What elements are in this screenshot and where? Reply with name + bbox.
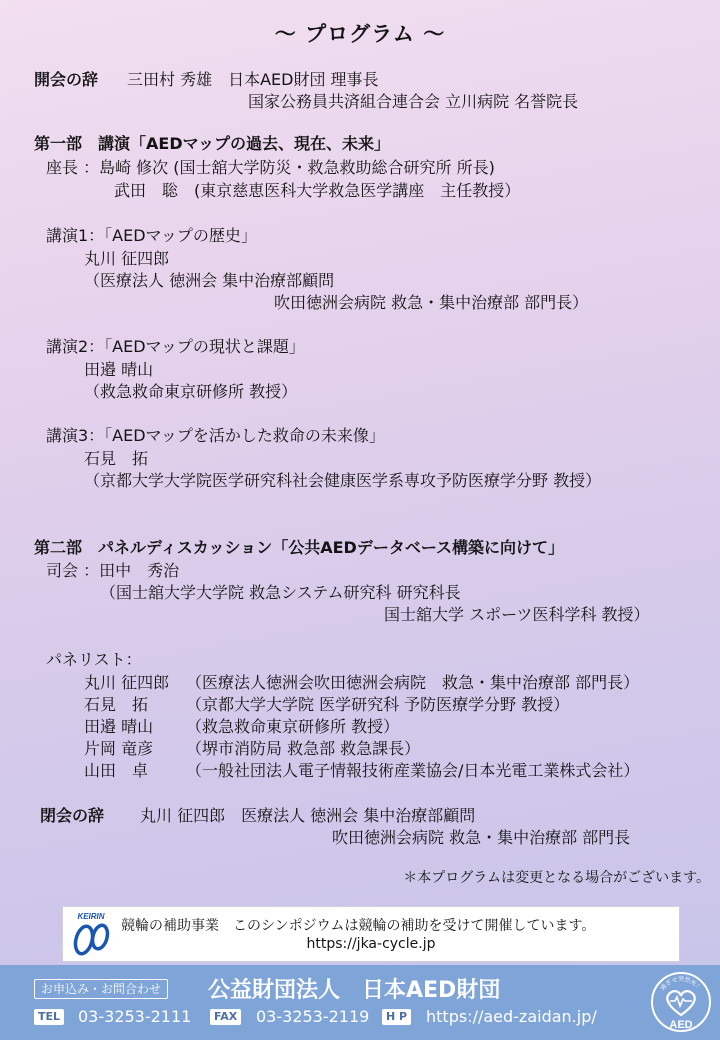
panelist-affiliation: （堺市消防局 救急部 救急課長） xyxy=(186,739,421,758)
panelist-name: 石見 拓 xyxy=(84,695,149,714)
website-link[interactable]: https://aed-zaidan.jp/ xyxy=(426,1007,597,1026)
keirin-description: 競輪の補助事業 このシンポジウムは競輪の補助を受けて開催しています。 xyxy=(121,918,596,934)
lecture2-title: 講演2：「AEDマップの現状と課題」 xyxy=(46,337,305,356)
tel-number[interactable]: 03-3253-2111 xyxy=(78,1007,192,1026)
panelists-label: パネリスト： xyxy=(46,650,142,669)
panelist-name: 山田 卓 xyxy=(84,761,149,780)
badge-arc-text: 過ぎせ突然死！ xyxy=(659,976,703,992)
panelist-affiliation: （救急救命東京研修所 教授） xyxy=(186,717,400,736)
keirin-url[interactable]: https://jka-cycle.jp xyxy=(306,936,436,952)
part2-moderator-affiliation-1: （国士舘大学大学院 救急システム研究科 研究科長 xyxy=(100,583,461,602)
fax-number: 03-3253-2119 xyxy=(256,1007,370,1026)
opening-speaker: 三田村 秀雄 日本AED財団 理事長 xyxy=(127,70,379,89)
panelist-name: 丸川 征四郎 xyxy=(84,673,170,692)
lecture3-speaker: 石見 拓 xyxy=(84,449,149,468)
lecture1-speaker: 丸川 征四郎 xyxy=(84,249,170,268)
panelist-name: 片岡 竜彦 xyxy=(84,739,154,758)
closing-speaker: 丸川 征四郎 医療法人 徳洲会 集中治療部顧問 xyxy=(140,806,476,825)
footer xyxy=(0,965,720,1040)
panelist-affiliation: （京都大学大学院 医学研究科 予防医療学分野 教授） xyxy=(186,695,570,714)
panelist-name: 田邉 晴山 xyxy=(84,717,154,736)
lecture2-affiliation: （救急救命東京研修所 教授） xyxy=(84,382,298,401)
lecture3-title: 講演3：「AEDマップを活かした救命の未来像」 xyxy=(46,426,385,445)
lecture1-affiliation-1: （医療法人 徳洲会 集中治療部顧問 xyxy=(84,271,335,290)
part2-moderator: 司会 ：田中 秀治 xyxy=(46,561,180,580)
part1-chair-1: 座長 ：島崎 修次 (国士舘大学防災・救急救助総合研究所 所長) xyxy=(46,158,495,177)
lecture1-affiliation-2: 吹田徳洲会病院 救急・集中治療部 部門長） xyxy=(274,293,589,312)
panelist-affiliation: （医療法人徳洲会吹田徳洲会病院 救急・集中治療部 部門長） xyxy=(186,673,640,692)
contact-label: お申込み・お問合わせ xyxy=(34,979,168,999)
part1-heading: 第一部 講演「AEDマップの過去、現在、未来」 xyxy=(34,134,390,153)
lecture2-speaker: 田邉 晴山 xyxy=(84,360,154,379)
opening-affiliation: 国家公務員共済組合連合会 立川病院 名誉院長 xyxy=(248,92,579,111)
opening-label: 開会の辞 xyxy=(34,70,99,89)
fax-tag: FAX xyxy=(210,1009,241,1025)
closing-affiliation: 吹田徳洲会病院 救急・集中治療部 部門長 xyxy=(332,828,631,847)
lecture1-title: 講演1：「AEDマップの歴史」 xyxy=(46,226,257,245)
tel-tag: TEL xyxy=(34,1009,64,1025)
hp-tag: H P xyxy=(382,1009,411,1025)
lecture3-affiliation: （京都大学大学院医学研究科社会健康医学系専攻予防医療学分野 教授） xyxy=(84,471,602,490)
keirin-logo-text: KEIRIN xyxy=(77,912,105,921)
organization-name: 公益財団法人 日本AED財団 xyxy=(208,978,501,1003)
page-title: 〜 プログラム 〜 xyxy=(274,22,446,46)
part2-heading: 第二部 パネルディスカッション「公共AEDデータベース構築に向けて」 xyxy=(34,538,565,557)
keirin-sponsor-box xyxy=(62,906,680,962)
badge-aed-text: AED xyxy=(669,1019,693,1031)
program-change-note: ＊本プログラムは変更となる場合がございます。 xyxy=(403,870,710,886)
part1-chair-2: 武田 聡 (東京慈恵医科大学救急医学講座 主任教授） xyxy=(114,181,521,200)
closing-label: 閉会の辞 xyxy=(40,806,105,825)
aed-heart-badge-icon xyxy=(650,971,712,1033)
part2-moderator-affiliation-2: 国士舘大学 スポーツ医科学科 教授） xyxy=(384,605,650,624)
panelist-affiliation: （一般社団法人電子情報技術産業協会/日本光電工業株式会社） xyxy=(186,761,640,780)
